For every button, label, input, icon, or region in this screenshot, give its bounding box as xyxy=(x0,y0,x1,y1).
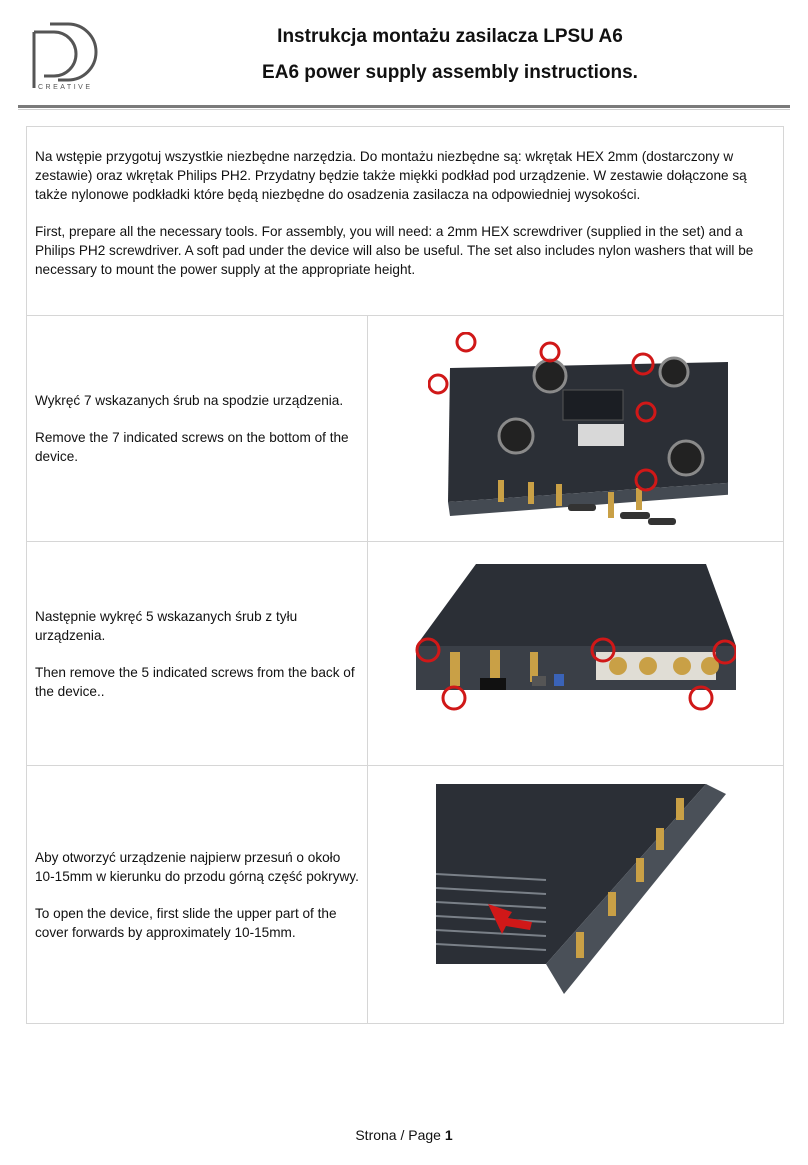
intro-box xyxy=(26,126,784,316)
device-side-photo xyxy=(436,784,726,1004)
step-text-cell xyxy=(27,542,368,765)
step-2-text-en: Then remove the 5 indicated screws from the back of the device.. xyxy=(35,664,355,699)
step-row-3 xyxy=(26,766,784,1024)
step-3-text-pl: Aby otworzyć urządzenie najpierw przesuń o około 10-15mm w kierunku do przodu górną część pokrywy. xyxy=(35,849,359,884)
step-1-text-en: Remove the 7 indicated screws on the bottom of the device. xyxy=(35,430,349,464)
logo-text: CREATIVE xyxy=(38,84,93,91)
step-image-cell xyxy=(368,542,783,765)
device-back-photo xyxy=(406,562,736,722)
step-row-2 xyxy=(26,542,784,766)
device-bottom-photo xyxy=(428,332,728,532)
step-text-cell xyxy=(27,766,368,1023)
step-2-text-pl: Następnie wykręć 5 wskazanych śrub z tyłu urządzenia. xyxy=(35,608,298,643)
step-image-cell xyxy=(368,316,783,541)
page-number: 1 xyxy=(444,1127,453,1143)
footer-label: Strona / Page xyxy=(355,1127,445,1143)
page-title-en: EA6 power supply assembly instructions. xyxy=(262,62,638,83)
step-3-text-en: To open the device, first slide the upper part of the cover forwards by approximately 10-15mm. xyxy=(35,905,337,940)
header-divider-shadow xyxy=(18,109,790,110)
intro-text-pl: Na wstępie przygotuj wszystkie niezbędne narzędzia. Do montażu niezbędne są: wkrętak HEX 2mm (dostarczony w zestawie) oraz wkrętak Philips PH2. Przydatny będzie także miękki podkład pod urządzenie. W zestawie dołączone są także nylonowe podkładki które będą niezbędne do osadzenia zasilacza na odpowiedniej wysokości. xyxy=(35,149,747,202)
page-title-pl: Instrukcja montażu zasilacza LPSU A6 xyxy=(277,26,623,47)
page-footer xyxy=(0,1127,808,1143)
step-1-text-pl: Wykręć 7 wskazanych śrub na spodzie urządzenia. xyxy=(35,393,344,408)
header-divider xyxy=(18,105,790,108)
step-image-cell xyxy=(368,766,783,1023)
step-text-cell xyxy=(27,316,368,541)
intro-text-en: First, prepare all the necessary tools. For assembly, you will need: a 2mm HEX screwdriver (supplied in the set) and a Philips PH2 screwdriver. A soft pad under the device will also be useful. The set also includes nylon washers that will be necessary to mount the power supply at the appropriate height. xyxy=(35,224,754,277)
step-row-1 xyxy=(26,316,784,542)
